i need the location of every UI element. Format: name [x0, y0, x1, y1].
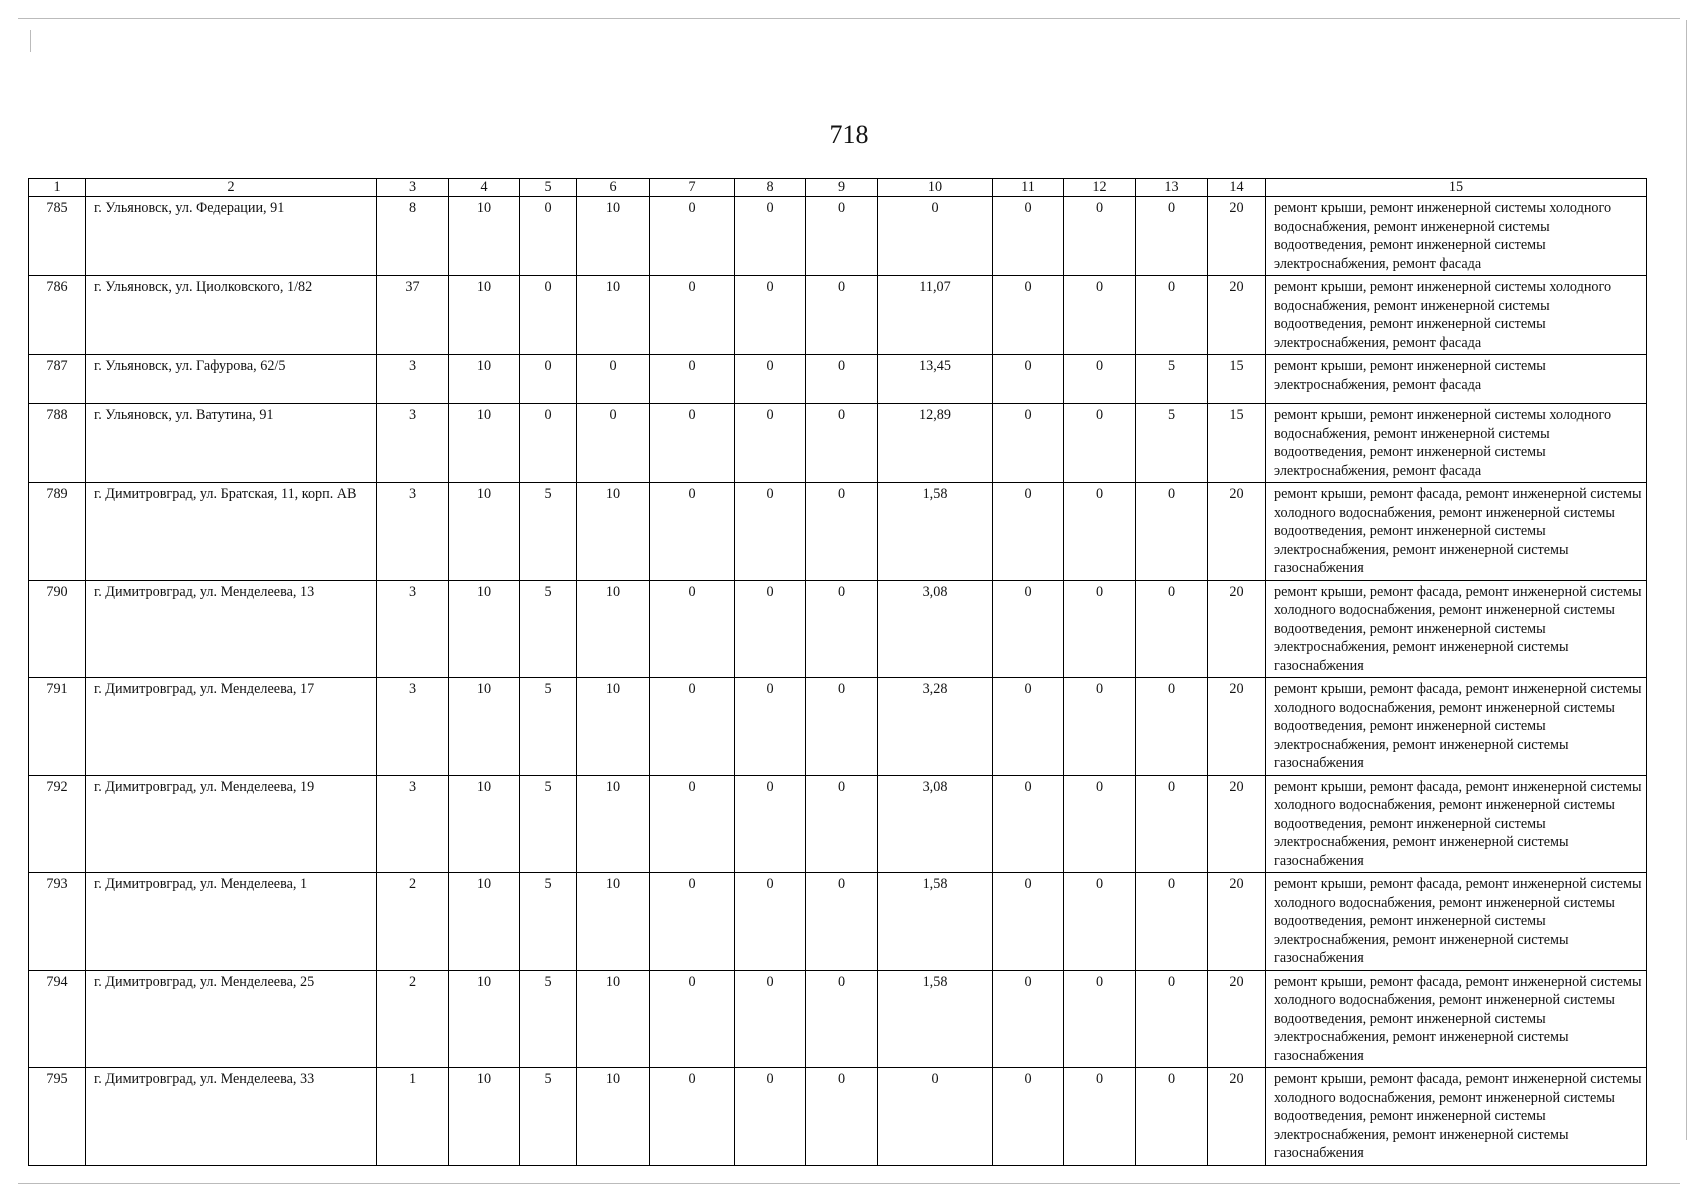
cell-row-number: 791 [29, 678, 86, 776]
cell-col-13: 0 [1136, 873, 1208, 971]
table-row [29, 678, 1647, 776]
cell-col-5: 0 [520, 197, 577, 276]
column-header-8: 8 [735, 179, 806, 197]
cell-col-12: 0 [1064, 197, 1136, 276]
cell-col-8: 0 [735, 580, 806, 678]
column-header-11: 11 [993, 179, 1064, 197]
cell-row-number: 787 [29, 355, 86, 404]
cell-col-14: 20 [1208, 580, 1266, 678]
cell-col-13: 0 [1136, 197, 1208, 276]
cell-col-3: 3 [377, 580, 449, 678]
cell-col-14: 20 [1208, 276, 1266, 355]
cell-col-5: 0 [520, 276, 577, 355]
cell-col-5: 5 [520, 580, 577, 678]
cell-col-11: 0 [993, 678, 1064, 776]
cell-col-6: 10 [577, 873, 650, 971]
cell-col-4: 10 [449, 873, 520, 971]
cell-col-8: 0 [735, 355, 806, 404]
cell-col-4: 10 [449, 355, 520, 404]
cell-col-6: 10 [577, 483, 650, 581]
table-row [29, 404, 1647, 483]
cell-col-13: 0 [1136, 276, 1208, 355]
column-header-4: 4 [449, 179, 520, 197]
cell-work-types: ремонт крыши, ремонт инженерной системы холодного водоснабжения, ремонт инженерной системы водоотведения, ремонт инженерной системы электроснабжения, ремонт фасада [1266, 276, 1647, 355]
cell-col-9: 0 [806, 873, 878, 971]
cell-col-11: 0 [993, 197, 1064, 276]
cell-col-10: 1,58 [878, 970, 993, 1068]
table-row [29, 580, 1647, 678]
cell-col-11: 0 [993, 580, 1064, 678]
cell-col-7: 0 [650, 197, 735, 276]
cell-col-7: 0 [650, 1068, 735, 1166]
cell-col-8: 0 [735, 678, 806, 776]
cell-col-7: 0 [650, 775, 735, 873]
cell-col-9: 0 [806, 355, 878, 404]
cell-col-9: 0 [806, 775, 878, 873]
cell-address: г. Димитровград, ул. Менделеева, 19 [86, 775, 377, 873]
cell-work-types: ремонт крыши, ремонт инженерной системы электроснабжения, ремонт фасада [1266, 355, 1647, 404]
cell-col-4: 10 [449, 483, 520, 581]
cell-col-5: 0 [520, 355, 577, 404]
cell-address: г. Ульяновск, ул. Циолковского, 1/82 [86, 276, 377, 355]
cell-work-types: ремонт крыши, ремонт фасада, ремонт инженерной системы холодного водоснабжения, ремонт инженерной системы водоотведения, ремонт инженерной системы электроснабжения, ремонт инженерной системы газоснабжения [1266, 775, 1647, 873]
cell-row-number: 788 [29, 404, 86, 483]
cell-col-9: 0 [806, 678, 878, 776]
cell-work-types: ремонт крыши, ремонт фасада, ремонт инженерной системы холодного водоснабжения, ремонт инженерной системы водоотведения, ремонт инженерной системы электроснабжения, ремонт инженерной системы газоснабжения [1266, 970, 1647, 1068]
cell-col-8: 0 [735, 873, 806, 971]
cell-col-6: 0 [577, 355, 650, 404]
column-header-6: 6 [577, 179, 650, 197]
cell-col-10: 11,07 [878, 276, 993, 355]
cell-col-9: 0 [806, 404, 878, 483]
cell-col-12: 0 [1064, 580, 1136, 678]
cell-col-4: 10 [449, 1068, 520, 1166]
column-number-row [29, 179, 1647, 197]
cell-col-3: 8 [377, 197, 449, 276]
cell-col-4: 10 [449, 970, 520, 1068]
cell-col-9: 0 [806, 1068, 878, 1166]
cell-col-11: 0 [993, 355, 1064, 404]
cell-col-14: 20 [1208, 775, 1266, 873]
cell-col-14: 20 [1208, 483, 1266, 581]
cell-col-9: 0 [806, 483, 878, 581]
column-header-2: 2 [86, 179, 377, 197]
cell-col-11: 0 [993, 404, 1064, 483]
table-row [29, 483, 1647, 581]
cell-col-7: 0 [650, 483, 735, 581]
cell-col-13: 0 [1136, 970, 1208, 1068]
cell-col-13: 5 [1136, 404, 1208, 483]
cell-col-3: 2 [377, 970, 449, 1068]
cell-col-6: 0 [577, 404, 650, 483]
cell-col-8: 0 [735, 404, 806, 483]
cell-row-number: 793 [29, 873, 86, 971]
cell-col-10: 1,58 [878, 873, 993, 971]
cell-col-11: 0 [993, 483, 1064, 581]
cell-col-3: 3 [377, 355, 449, 404]
cell-col-10: 1,58 [878, 483, 993, 581]
cell-col-14: 15 [1208, 404, 1266, 483]
scan-border-left [30, 30, 31, 52]
cell-work-types: ремонт крыши, ремонт фасада, ремонт инженерной системы холодного водоснабжения, ремонт инженерной системы водоотведения, ремонт инженерной системы электроснабжения, ремонт инженерной системы газоснабжения [1266, 483, 1647, 581]
cell-work-types: ремонт крыши, ремонт инженерной системы холодного водоснабжения, ремонт инженерной системы водоотведения, ремонт инженерной системы электроснабжения, ремонт фасада [1266, 197, 1647, 276]
cell-col-12: 0 [1064, 404, 1136, 483]
cell-col-13: 0 [1136, 1068, 1208, 1166]
table-row [29, 1068, 1647, 1166]
cell-col-4: 10 [449, 197, 520, 276]
cell-work-types: ремонт крыши, ремонт фасада, ремонт инженерной системы холодного водоснабжения, ремонт инженерной системы водоотведения, ремонт инженерной системы электроснабжения, ремонт инженерной системы газоснабжения [1266, 678, 1647, 776]
cell-row-number: 790 [29, 580, 86, 678]
cell-col-3: 3 [377, 483, 449, 581]
cell-col-12: 0 [1064, 276, 1136, 355]
cell-col-8: 0 [735, 775, 806, 873]
cell-col-3: 3 [377, 678, 449, 776]
cell-col-14: 20 [1208, 873, 1266, 971]
cell-col-3: 37 [377, 276, 449, 355]
cell-address: г. Димитровград, ул. Менделеева, 33 [86, 1068, 377, 1166]
cell-col-10: 12,89 [878, 404, 993, 483]
cell-col-8: 0 [735, 1068, 806, 1166]
cell-col-14: 20 [1208, 678, 1266, 776]
cell-col-4: 10 [449, 276, 520, 355]
cell-col-6: 10 [577, 197, 650, 276]
cell-col-5: 5 [520, 970, 577, 1068]
cell-col-13: 0 [1136, 775, 1208, 873]
cell-address: г. Ульяновск, ул. Ватутина, 91 [86, 404, 377, 483]
cell-col-6: 10 [577, 580, 650, 678]
table-row [29, 970, 1647, 1068]
cell-col-7: 0 [650, 276, 735, 355]
cell-col-5: 5 [520, 483, 577, 581]
cell-col-3: 1 [377, 1068, 449, 1166]
column-header-9: 9 [806, 179, 878, 197]
cell-work-types: ремонт крыши, ремонт фасада, ремонт инженерной системы холодного водоснабжения, ремонт инженерной системы водоотведения, ремонт инженерной системы электроснабжения, ремонт инженерной системы газоснабжения [1266, 580, 1647, 678]
cell-row-number: 794 [29, 970, 86, 1068]
cell-work-types: ремонт крыши, ремонт инженерной системы холодного водоснабжения, ремонт инженерной системы водоотведения, ремонт инженерной системы электроснабжения, ремонт фасада [1266, 404, 1647, 483]
cell-work-types: ремонт крыши, ремонт фасада, ремонт инженерной системы холодного водоснабжения, ремонт инженерной системы водоотведения, ремонт инженерной системы электроснабжения, ремонт инженерной системы газоснабжения [1266, 873, 1647, 971]
cell-col-14: 20 [1208, 1068, 1266, 1166]
cell-col-7: 0 [650, 873, 735, 971]
page-number: 718 [829, 120, 869, 149]
cell-col-13: 5 [1136, 355, 1208, 404]
cell-col-3: 3 [377, 775, 449, 873]
cell-col-5: 5 [520, 873, 577, 971]
cell-col-14: 20 [1208, 970, 1266, 1068]
table-row [29, 197, 1647, 276]
cell-col-10: 3,08 [878, 580, 993, 678]
cell-col-5: 5 [520, 678, 577, 776]
cell-col-11: 0 [993, 276, 1064, 355]
column-header-12: 12 [1064, 179, 1136, 197]
cell-address: г. Ульяновск, ул. Федерации, 91 [86, 197, 377, 276]
cell-col-8: 0 [735, 197, 806, 276]
scan-border-top [18, 18, 1680, 19]
column-header-14: 14 [1208, 179, 1266, 197]
cell-col-3: 2 [377, 873, 449, 971]
cell-address: г. Димитровград, ул. Менделеева, 17 [86, 678, 377, 776]
cell-col-6: 10 [577, 678, 650, 776]
column-header-1: 1 [29, 179, 86, 197]
cell-col-12: 0 [1064, 873, 1136, 971]
cell-col-6: 10 [577, 775, 650, 873]
cell-address: г. Димитровград, ул. Братская, 11, корп. АВ [86, 483, 377, 581]
cell-col-11: 0 [993, 873, 1064, 971]
cell-col-12: 0 [1064, 970, 1136, 1068]
cell-col-12: 0 [1064, 678, 1136, 776]
cell-col-4: 10 [449, 404, 520, 483]
scan-border-bottom [18, 1183, 1680, 1184]
cell-col-9: 0 [806, 580, 878, 678]
cell-col-12: 0 [1064, 1068, 1136, 1166]
cell-col-7: 0 [650, 580, 735, 678]
cell-col-10: 3,08 [878, 775, 993, 873]
cell-col-7: 0 [650, 404, 735, 483]
cell-row-number: 789 [29, 483, 86, 581]
cell-col-12: 0 [1064, 775, 1136, 873]
column-header-15: 15 [1266, 179, 1647, 197]
repair-program-table [28, 178, 1647, 1166]
cell-col-10: 0 [878, 1068, 993, 1166]
column-header-7: 7 [650, 179, 735, 197]
column-header-5: 5 [520, 179, 577, 197]
cell-col-4: 10 [449, 775, 520, 873]
cell-col-14: 15 [1208, 355, 1266, 404]
cell-col-6: 10 [577, 970, 650, 1068]
cell-col-5: 5 [520, 775, 577, 873]
cell-col-3: 3 [377, 404, 449, 483]
cell-col-7: 0 [650, 970, 735, 1068]
cell-col-5: 0 [520, 404, 577, 483]
cell-col-8: 0 [735, 970, 806, 1068]
cell-col-8: 0 [735, 483, 806, 581]
cell-col-10: 3,28 [878, 678, 993, 776]
cell-col-10: 0 [878, 197, 993, 276]
cell-col-9: 0 [806, 197, 878, 276]
cell-address: г. Димитровград, ул. Менделеева, 1 [86, 873, 377, 971]
cell-col-4: 10 [449, 678, 520, 776]
cell-work-types: ремонт крыши, ремонт фасада, ремонт инженерной системы холодного водоснабжения, ремонт инженерной системы водоотведения, ремонт инженерной системы электроснабжения, ремонт инженерной системы газоснабжения [1266, 1068, 1647, 1166]
cell-col-6: 10 [577, 276, 650, 355]
cell-row-number: 795 [29, 1068, 86, 1166]
cell-col-12: 0 [1064, 483, 1136, 581]
table-row [29, 276, 1647, 355]
cell-col-11: 0 [993, 1068, 1064, 1166]
column-header-13: 13 [1136, 179, 1208, 197]
cell-col-4: 10 [449, 580, 520, 678]
column-header-10: 10 [878, 179, 993, 197]
cell-col-9: 0 [806, 276, 878, 355]
cell-row-number: 786 [29, 276, 86, 355]
cell-col-11: 0 [993, 775, 1064, 873]
table-row [29, 873, 1647, 971]
cell-row-number: 792 [29, 775, 86, 873]
cell-col-8: 0 [735, 276, 806, 355]
cell-row-number: 785 [29, 197, 86, 276]
cell-col-13: 0 [1136, 580, 1208, 678]
cell-col-9: 0 [806, 970, 878, 1068]
table-row [29, 775, 1647, 873]
cell-col-14: 20 [1208, 197, 1266, 276]
cell-col-11: 0 [993, 970, 1064, 1068]
column-header-3: 3 [377, 179, 449, 197]
cell-col-7: 0 [650, 678, 735, 776]
table-row [29, 355, 1647, 404]
cell-col-13: 0 [1136, 483, 1208, 581]
cell-col-7: 0 [650, 355, 735, 404]
cell-col-5: 5 [520, 1068, 577, 1166]
cell-col-6: 10 [577, 1068, 650, 1166]
cell-col-12: 0 [1064, 355, 1136, 404]
cell-address: г. Димитровград, ул. Менделеева, 25 [86, 970, 377, 1068]
scan-border-right [1686, 20, 1687, 1140]
cell-address: г. Ульяновск, ул. Гафурова, 62/5 [86, 355, 377, 404]
cell-address: г. Димитровград, ул. Менделеева, 13 [86, 580, 377, 678]
cell-col-10: 13,45 [878, 355, 993, 404]
cell-col-13: 0 [1136, 678, 1208, 776]
